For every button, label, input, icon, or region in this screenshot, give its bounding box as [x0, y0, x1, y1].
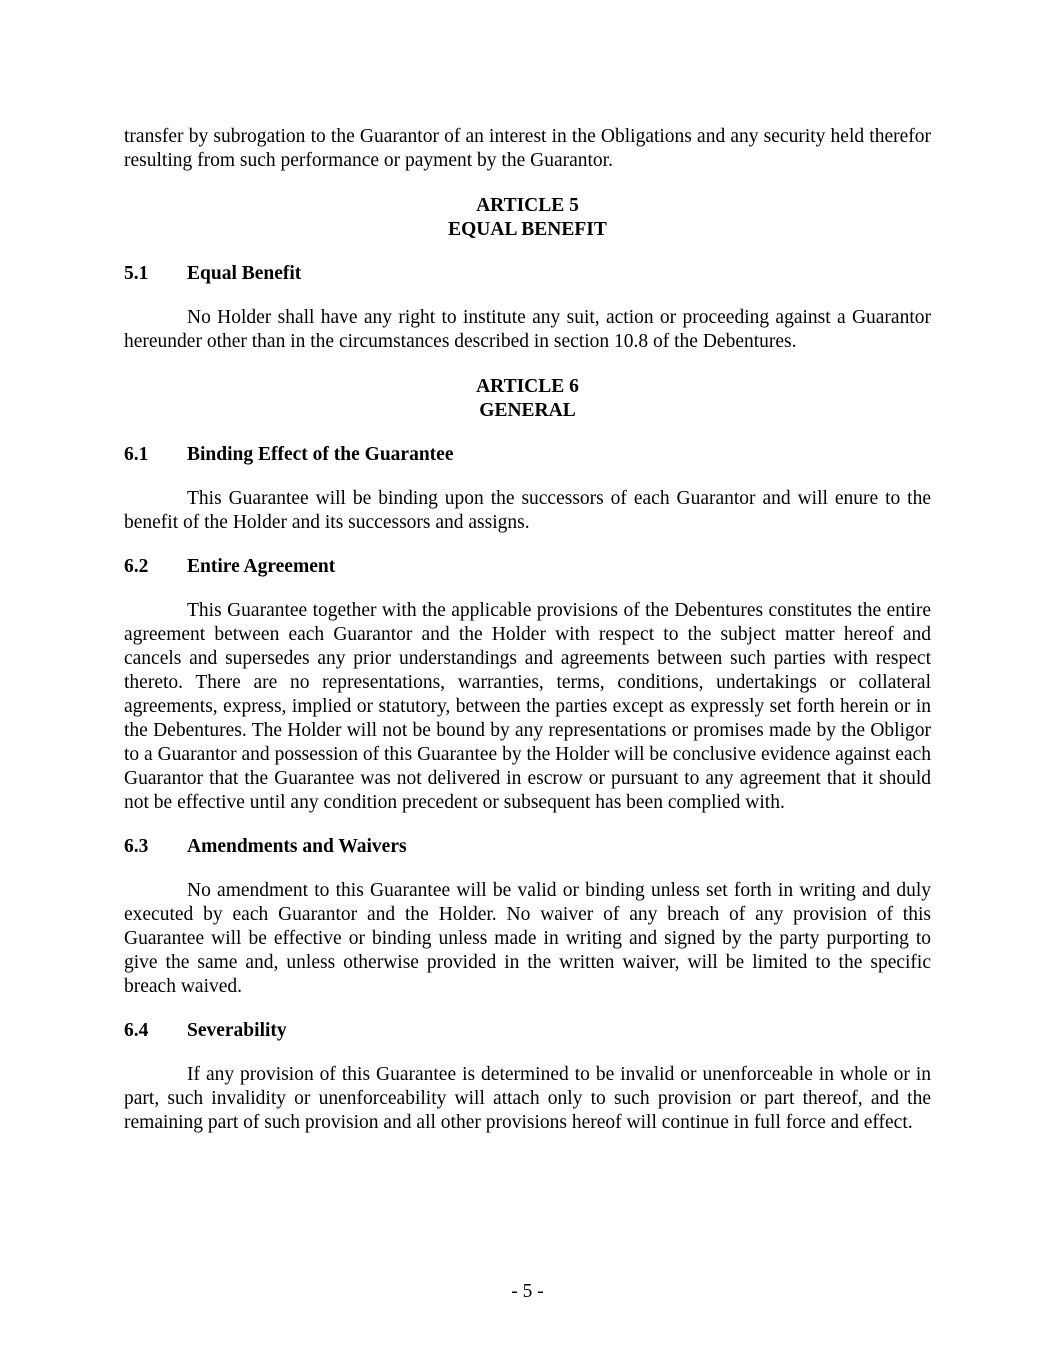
section-6-3-body: No amendment to this Guarantee will be valid or binding unless set forth in writing and duly executed by each Guarantor and the Holder. No waiver of any breach of any provision of this Guarantee will be effective or binding unless made in writing and signed by the party purporting to give the same and, unless otherwise provided in the written waiver, will be limited to the specific breach waived. [124, 880, 931, 997]
section-6-4-heading [124, 1019, 931, 1043]
section-6-1-heading [124, 443, 931, 467]
section-5-1-title: Equal Benefit [187, 263, 302, 284]
section-6-1-title: Binding Effect of the Guarantee [187, 444, 454, 465]
section-6-2-number: 6.2 [124, 556, 149, 577]
article-6-number: ARTICLE 6 [476, 376, 579, 397]
section-6-3-title: Amendments and Waivers [187, 836, 407, 857]
article-5-title: EQUAL BENEFIT [448, 219, 607, 240]
page-number: - 5 - [511, 1281, 544, 1302]
article-6-title: GENERAL [479, 400, 576, 421]
section-5-1-heading [124, 262, 931, 286]
intro-paragraph: transfer by subrogation to the Guarantor of an interest in the Obligations and any security held therefor resulting from such performance or payment by the Guarantor. [124, 126, 931, 171]
section-6-2-body: This Guarantee together with the applicable provisions of the Debentures constitutes the entire agreement between each Guarantor and the Holder with respect to the subject matter hereof and cancels and supersedes any prior understandings and agreements between such parties with respect thereto. There are no representations, warranties, terms, conditions, undertakings or collateral agreements, express, implied or statutory, between the parties except as expressly set forth herein or in the Debentures. The Holder will not be bound by any representations or promises made by the Obligor to a Guarantor and possession of this Guarantee by the Holder will be conclusive evidence against each Guarantor that the Guarantee was not delivered in escrow or pursuant to any agreement that it should not be effective until any condition precedent or subsequent has been complied with. [124, 600, 931, 813]
document-page [124, 125, 931, 1135]
section-6-3-number: 6.3 [124, 836, 149, 857]
section-6-4-body: If any provision of this Guarantee is determined to be invalid or unenforceable in whole or in part, such invalidity or unenforceability will attach only to such provision or part thereof, and the remaining part of such provision and all other provisions hereof will continue in full force and effect. [124, 1064, 931, 1133]
article-5-number: ARTICLE 5 [476, 195, 579, 216]
section-6-4-number: 6.4 [124, 1020, 149, 1041]
section-6-1-number: 6.1 [124, 444, 149, 465]
section-5-1-body: No Holder shall have any right to institute any suit, action or proceeding against a Guarantor hereunder other than in the circumstances described in section 10.8 of the Debentures. [124, 307, 931, 352]
section-6-2-heading [124, 555, 931, 579]
section-6-3-heading [124, 835, 931, 859]
article-5-heading [124, 194, 931, 242]
section-6-4-title: Severability [187, 1020, 287, 1041]
article-6-heading [124, 375, 931, 423]
section-6-1-body: This Guarantee will be binding upon the successors of each Guarantor and will enure to the benefit of the Holder and its successors and assigns. [124, 488, 931, 533]
section-5-1-number: 5.1 [124, 263, 149, 284]
section-6-2-title: Entire Agreement [187, 556, 336, 577]
